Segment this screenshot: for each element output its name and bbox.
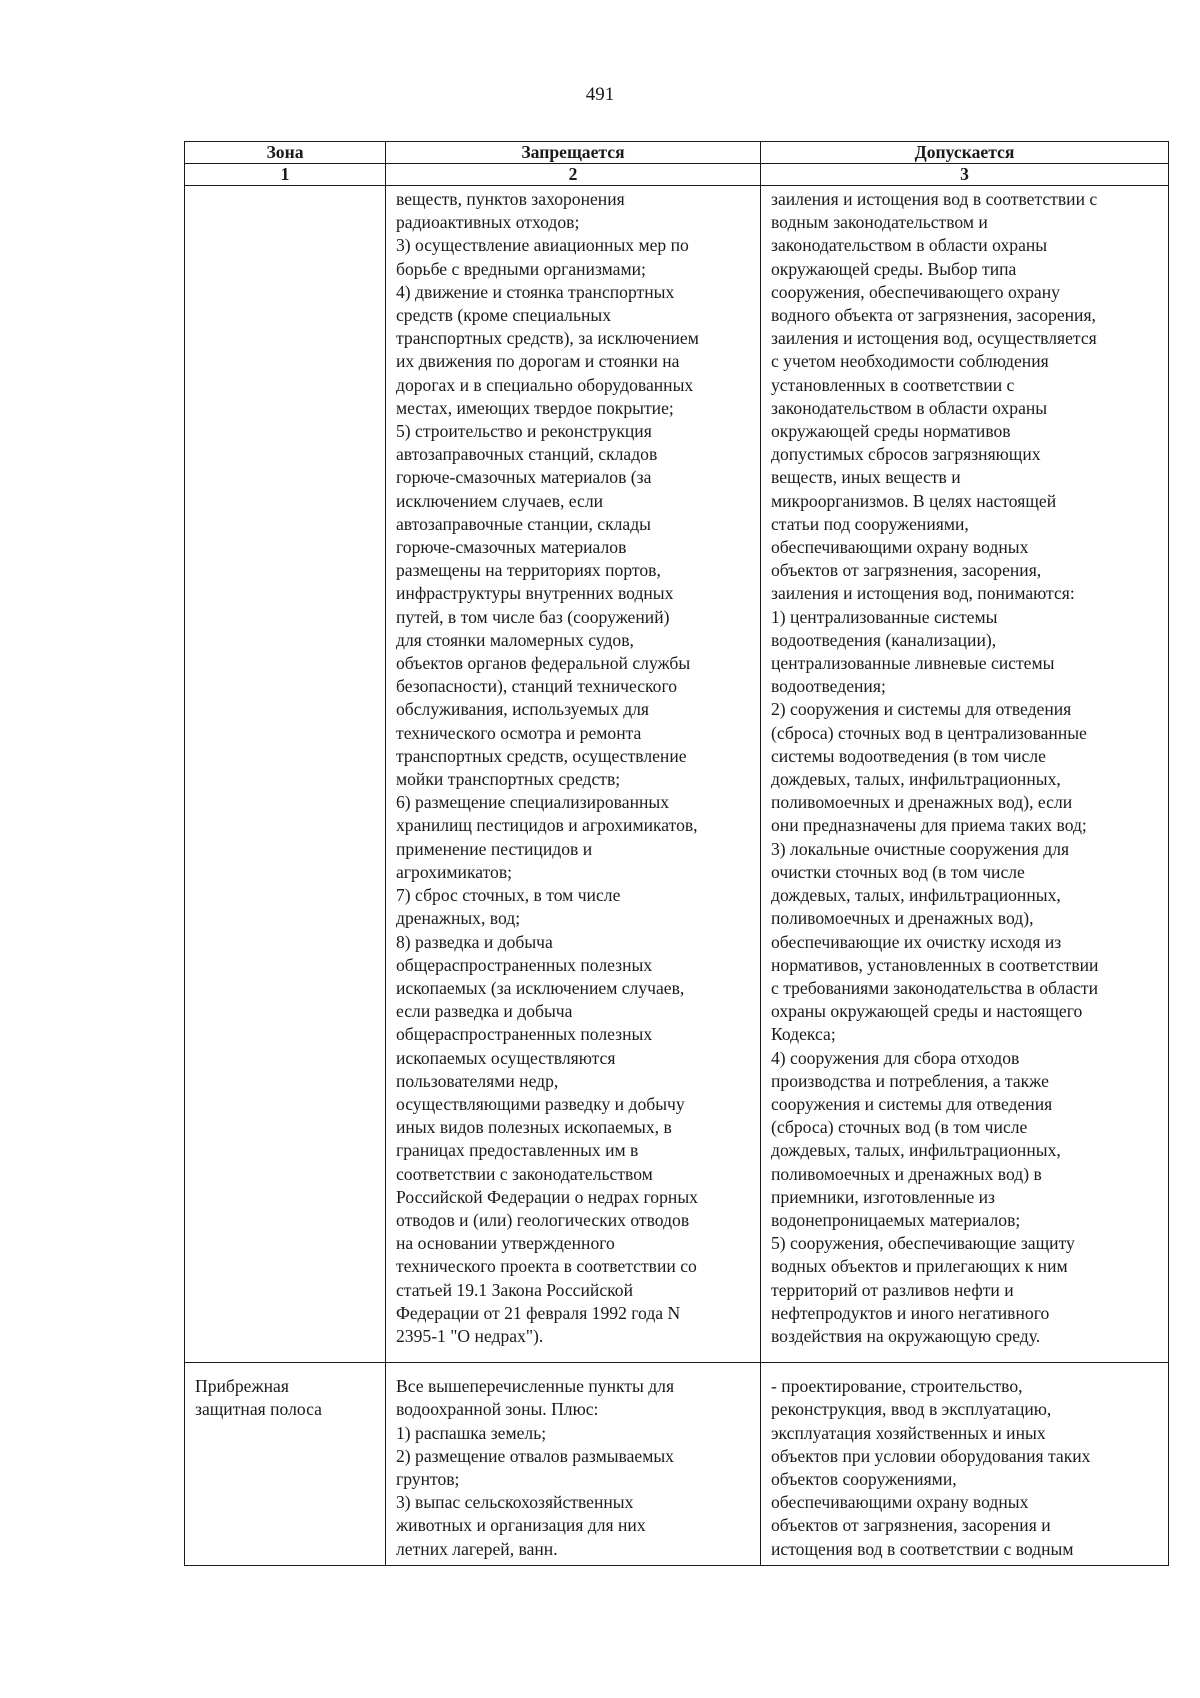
text-line: борьбе с вредными организмами; [396, 258, 646, 279]
allowed-cell [761, 186, 1169, 1363]
text-line: микроорганизмов. В целях настоящей [771, 490, 1057, 511]
text-line: поливомоечных и дренажных вод), если [771, 792, 1073, 813]
text-line: объектов от загрязнения, засорения, [771, 560, 1042, 581]
text-line: сооружения, обеспечивающего охрану [771, 281, 1060, 302]
text-line: 6) размещение специализированных [396, 792, 670, 813]
table-row-continuation [185, 186, 1169, 1363]
text-line: иных видов полезных ископаемых, в [396, 1117, 672, 1138]
header-prohibited: Запрещается [386, 142, 761, 164]
text-line: размещены на территориях портов, [396, 560, 661, 581]
column-number-2: 2 [386, 164, 761, 186]
text-line: статьей 19.1 Закона Российской [396, 1279, 633, 1300]
text-line: дождевых, талых, инфильтрационных, [771, 1140, 1061, 1161]
text-line: отводов и (или) геологических отводов [396, 1209, 690, 1230]
header-zone: Зона [185, 142, 386, 164]
text-line: веществ, пунктов захоронения [396, 189, 625, 209]
text-line: для стоянки маломерных судов, [396, 629, 634, 650]
text-line: нефтепродуктов и иного негативного [771, 1302, 1050, 1323]
text-line: водным законодательством и [771, 212, 988, 233]
text-line: системы водоотведения (в том числе [771, 745, 1046, 766]
text-line: 4) движение и стоянка транспортных [396, 281, 675, 302]
text-line: водонепроницаемых материалов; [771, 1209, 1021, 1230]
text-line: Кодекса; [771, 1024, 836, 1045]
text-line: с учетом необходимости соблюдения [771, 351, 1049, 372]
text-line: водоохранной зоны. Плюс: [396, 1399, 599, 1420]
text-line: технического проекта в соответствии со [396, 1256, 697, 1277]
text-line: горюче-смазочных материалов (за [396, 467, 652, 488]
text-line: производства и потребления, а также [771, 1070, 1049, 1091]
text-line: Все вышеперечисленные пункты для [396, 1376, 675, 1397]
text-line: 3) локальные очистные сооружения для [771, 838, 1070, 859]
text-line: животных и организация для них [396, 1515, 646, 1536]
text-line: ископаемых (за исключением случаев, [396, 977, 685, 998]
text-line: Федерации от 21 февраля 1992 года N [396, 1302, 681, 1323]
prohibited-cell [386, 1363, 761, 1566]
text-line: водного объекта от загрязнения, засорения, [771, 305, 1096, 326]
text-line: 8) разведка и добыча [396, 931, 553, 952]
text-line: 2395-1 "О недрах"). [396, 1325, 544, 1346]
text-line: установленных в соответствии с [771, 374, 1015, 395]
text-line: их движения по дорогам и стоянки на [396, 351, 680, 372]
text-line: (сброса) сточных вод в централизованные [771, 722, 1087, 743]
text-line: на основании утвержденного [396, 1233, 615, 1254]
text-line: окружающей среды нормативов [771, 421, 1011, 442]
text-line: соответствии с законодательством [396, 1163, 653, 1184]
text-line: агрохимикатов; [396, 861, 513, 882]
text-line: общераспространенных полезных [396, 954, 653, 975]
zone-cell [185, 186, 386, 1363]
text-line: автозаправочные станции, склады [396, 513, 651, 534]
text-line: местах, имеющих твердое покрытие; [396, 397, 674, 418]
text-line: горюче-смазочных материалов [396, 537, 627, 558]
text-line: истощения вод в соответствии с водным [771, 1538, 1074, 1559]
text-line: дренажных, вод; [396, 908, 521, 929]
text-line: общераспространенных полезных [396, 1024, 653, 1045]
text-line: Российской Федерации о недрах горных [396, 1186, 698, 1207]
text-line: (сброса) сточных вод (в том числе [771, 1117, 1028, 1138]
text-line: инфраструктуры внутренних водных [396, 583, 674, 604]
text-line: водоотведения (канализации), [771, 629, 997, 650]
text-line: допустимых сбросов загрязняющих [771, 444, 1041, 465]
text-line: законодательством в области охраны [771, 397, 1048, 418]
column-number-row [185, 164, 1169, 186]
text-line: с требованиями законодательства в области [771, 977, 1099, 998]
zones-table [184, 141, 1169, 1566]
text-line: охраны окружающей среды и настоящего [771, 1001, 1083, 1022]
text-line: обеспечивающими охрану водных [771, 537, 1029, 558]
text-line: объектов при условии оборудования таких [771, 1445, 1091, 1466]
zone-cell [185, 1363, 386, 1566]
text-line: 1) централизованные системы [771, 606, 998, 627]
text-line: поливомоечных и дренажных вод) в [771, 1163, 1042, 1184]
text-line: поливомоечных и дренажных вод), [771, 908, 1034, 929]
text-line: 3) осуществление авиационных мер по [396, 235, 689, 256]
header-row [185, 142, 1169, 164]
text-line: заиления и истощения вод в соответствии с [771, 189, 1098, 209]
text-line: законодательством в области охраны [771, 235, 1048, 256]
text-line: хранилищ пестицидов и агрохимикатов, [396, 815, 698, 836]
text-line: радиоактивных отходов; [396, 212, 580, 233]
text-line: автозаправочных станций, складов [396, 444, 658, 465]
text-line: транспортных средств), за исключением [396, 328, 699, 349]
text-line: сооружения и системы для отведения [771, 1093, 1053, 1114]
text-line: путей, в том числе баз (сооружений) [396, 606, 670, 627]
text-line: 5) сооружения, обеспечивающие защиту [771, 1233, 1075, 1254]
prohibited-cell [386, 186, 761, 1363]
text-line: транспортных средств, осуществление [396, 745, 687, 766]
text-line: ископаемых осуществляются [396, 1047, 616, 1068]
text-line: очистки сточных вод (в том числе [771, 861, 1025, 882]
header-allowed: Допускается [761, 142, 1169, 164]
text-line: объектов от загрязнения, засорения и [771, 1515, 1051, 1536]
text-line: обслуживания, используемых для [396, 699, 650, 720]
text-line: осуществляющими разведку и добычу [396, 1093, 685, 1114]
text-line: 4) сооружения для сбора отходов [771, 1047, 1020, 1068]
text-line: - проектирование, строительство, [771, 1376, 1023, 1397]
text-line: дождевых, талых, инфильтрационных, [771, 885, 1061, 906]
text-line: они предназначены для приема таких вод; [771, 815, 1087, 836]
text-line: 2) сооружения и системы для отведения [771, 699, 1072, 720]
text-line: окружающей среды. Выбор типа [771, 258, 1017, 279]
text-line: Прибрежная [195, 1376, 289, 1397]
text-line: нормативов, установленных в соответствии [771, 954, 1099, 975]
text-line: 5) строительство и реконструкция [396, 421, 652, 442]
text-line: водоотведения; [771, 676, 886, 697]
text-line: территорий от разливов нефти и [771, 1279, 1014, 1300]
text-line: летних лагерей, ванн. [396, 1538, 558, 1559]
text-line: 7) сброс сточных, в том числе [396, 885, 621, 906]
text-line: 2) размещение отвалов размываемых [396, 1445, 674, 1466]
text-line: обеспечивающие их очистку исходя из [771, 931, 1062, 952]
text-line: воздействия на окружающую среду. [771, 1325, 1041, 1346]
column-number-1: 1 [185, 164, 386, 186]
text-line: заиления и истощения вод, осуществляется [771, 328, 1097, 349]
text-line: водных объектов и прилегающих к ним [771, 1256, 1068, 1277]
text-line: границах предоставленных им в [396, 1140, 639, 1161]
text-line: заиления и истощения вод, понимаются: [771, 583, 1075, 604]
table-row-coastal-protective-strip [185, 1363, 1169, 1566]
text-line: объектов сооружениями, [771, 1468, 957, 1489]
text-line: грунтов; [396, 1468, 460, 1489]
text-line: веществ, иных веществ и [771, 467, 961, 488]
text-line: обеспечивающими охрану водных [771, 1492, 1029, 1513]
text-line: безопасности), станций технического [396, 676, 678, 697]
column-number-3: 3 [761, 164, 1169, 186]
text-line: 1) распашка земель; [396, 1422, 547, 1443]
text-line: приемники, изготовленные из [771, 1186, 996, 1207]
text-line: статьи под сооружениями, [771, 513, 969, 534]
text-line: эксплуатация хозяйственных и иных [771, 1422, 1046, 1443]
text-line: централизованные ливневые системы [771, 653, 1055, 674]
text-line: исключением случаев, если [396, 490, 604, 511]
text-line: пользователями недр, [396, 1070, 559, 1091]
text-line: дорогах и в специально оборудованных [396, 374, 694, 395]
allowed-cell [761, 1363, 1169, 1566]
text-line: защитная полоса [195, 1399, 322, 1420]
text-line: объектов органов федеральной службы [396, 653, 691, 674]
text-line: средств (кроме специальных [396, 305, 612, 326]
text-line: если разведка и добыча [396, 1001, 573, 1022]
text-line: технического осмотра и ремонта [396, 722, 642, 743]
text-line: применение пестицидов и [396, 838, 593, 859]
page-number: 491 [585, 84, 615, 105]
text-line: дождевых, талых, инфильтрационных, [771, 769, 1061, 790]
text-line: реконструкция, ввод в эксплуатацию, [771, 1399, 1052, 1420]
text-line: мойки транспортных средств; [396, 769, 621, 790]
text-line: 3) выпас сельскохозяйственных [396, 1492, 634, 1513]
